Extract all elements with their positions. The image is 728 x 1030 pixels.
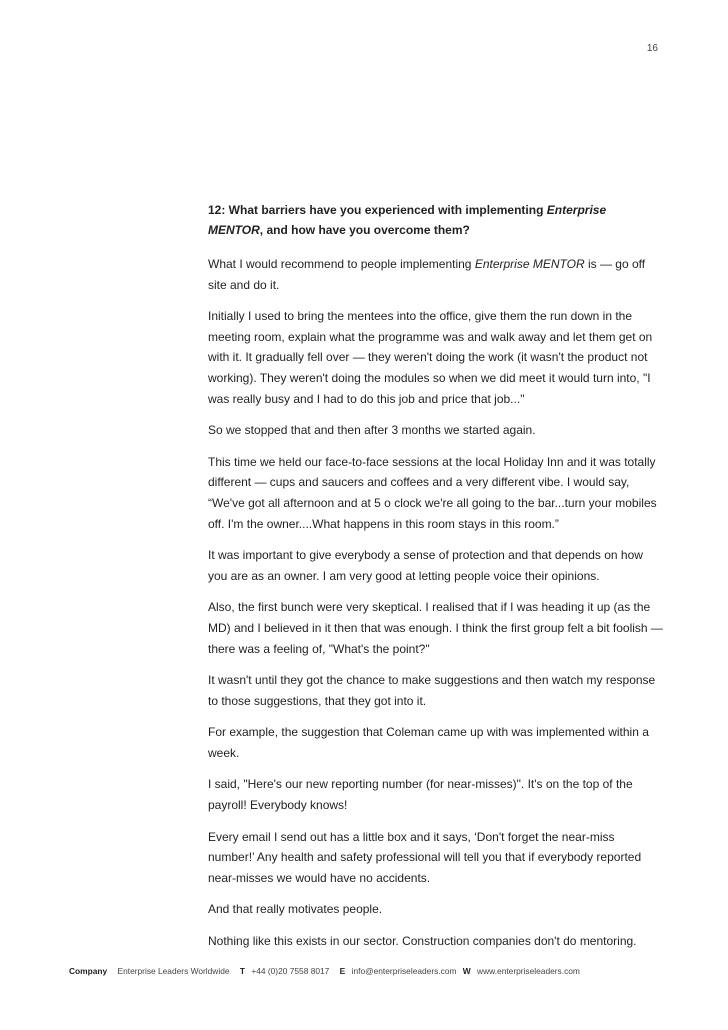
paragraph-1	[208, 254, 663, 295]
paragraph-3: So we stopped that and then after 3 months we started again.	[208, 423, 536, 438]
paragraph-1-product-name: Enterprise MENTOR	[474, 257, 585, 271]
question-heading	[208, 200, 663, 240]
article-body	[208, 200, 663, 963]
paragraph-8: For example, the suggestion that Coleman came up with was implemented within a week.	[208, 725, 649, 760]
page-footer	[69, 966, 580, 976]
question-product-name: Enterprise MENTOR	[208, 203, 607, 237]
paragraph-10: Every email I send out has a little box and it says, ‘Don't forget the near-miss number!’ Any health and safety professional will tell you that if everybody reported near-misses we would have no accidents.	[208, 829, 642, 885]
paragraph-5: It was important to give everybody a sense of protection and that depends on how you are as an owner. I am very good at letting people voice their opinions.	[208, 548, 643, 583]
paragraph-7: It wasn't until they got the chance to make suggestions and then watch my response to those suggestions, that they got into it.	[208, 673, 656, 708]
question-prefix: 12: What barriers have you experienced with implementing	[208, 203, 547, 217]
footer-company-name: Enterprise Leaders Worldwide	[117, 966, 230, 976]
footer-email: info@enterpriseleaders.com	[351, 966, 457, 976]
paragraph-4: This time we held our face-to-face sessions at the local Holiday Inn and it was totally different — cups and saucers and coffees and a very different vibe. I would say, “We've got all afternoon and at 5 o clock we're all going to the bar...turn your mobiles off. I'm the owner....What happens in this room stays in this room.”	[208, 454, 657, 531]
footer-web: www.enterpriseleaders.com	[477, 966, 580, 976]
paragraph-11: And that really motivates people.	[208, 902, 383, 917]
paragraph-12: Nothing like this exists in our sector. Construction companies don't do mentoring.	[208, 934, 637, 949]
paragraph-6: Also, the first bunch were very skeptical. I realised that if I was heading it up (as the MD) and I believed in it then that was enough. I think the first group felt a bit foolish — there was a feeling of, "What's the point?"	[208, 600, 663, 656]
footer-tel-label: T	[239, 966, 245, 976]
paragraph-2: Initially I used to bring the mentees into the office, give them the run down in the meeting room, explain what the programme was and walk away and let them get on with it. It gradually fell over — they weren't doing the work (it wasn't the product not working). They weren't doing the modules so when we did meet it would turn into, "I was really busy and I had to do this job and price that job..."	[208, 309, 653, 406]
paragraph-1-end: is — go off site and do it.	[208, 257, 646, 292]
footer-email-label: E	[339, 966, 346, 976]
footer-company-label: Company	[69, 966, 108, 976]
footer-tel: +44 (0)20 7558 8017	[251, 966, 330, 976]
page-number: 16	[646, 43, 658, 54]
question-suffix: , and how have you overcome them?	[259, 223, 470, 237]
paragraph-1-start: What I would recommend to people implementing	[208, 257, 475, 271]
footer-web-label: W	[462, 966, 471, 976]
paragraph-9: I said, "Here's our new reporting number (for near-misses)". It's on the top of the payroll! Everybody knows!	[208, 777, 633, 813]
